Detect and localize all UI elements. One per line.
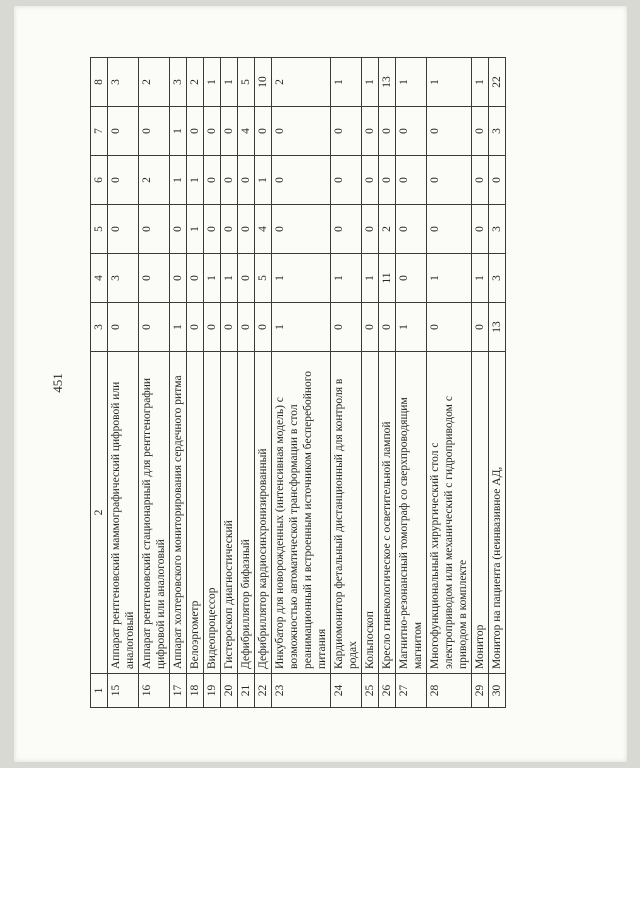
table-row — [396, 58, 427, 708]
row-number-cell: 22 — [255, 674, 272, 708]
count-cell: 10 — [255, 58, 272, 107]
equipment-name-cell: Кресло гинекологическое с осветительной лампой — [379, 352, 396, 674]
count-cell: 0 — [331, 205, 362, 254]
count-cell: 1 — [272, 254, 331, 303]
count-cell: 0 — [379, 107, 396, 156]
count-cell: 0 — [108, 205, 139, 254]
table-row — [170, 58, 187, 708]
count-cell: 0 — [396, 254, 427, 303]
table-row — [362, 58, 379, 708]
count-cell: 0 — [108, 303, 139, 352]
row-number-cell: 25 — [362, 674, 379, 708]
count-cell: 1 — [472, 58, 489, 107]
count-cell: 0 — [170, 254, 187, 303]
count-cell: 3 — [170, 58, 187, 107]
header-cell: 5 — [91, 205, 108, 254]
count-cell: 1 — [331, 254, 362, 303]
count-cell: 3 — [489, 254, 506, 303]
count-cell: 0 — [427, 303, 472, 352]
count-cell: 0 — [187, 254, 204, 303]
row-number-cell: 27 — [396, 674, 427, 708]
table-row — [379, 58, 396, 708]
count-cell: 0 — [272, 205, 331, 254]
table-row — [255, 58, 272, 708]
table-row — [204, 58, 221, 708]
count-cell: 1 — [170, 303, 187, 352]
count-cell: 4 — [238, 107, 255, 156]
count-cell: 0 — [472, 205, 489, 254]
blank-area — [0, 768, 640, 905]
count-cell: 3 — [489, 205, 506, 254]
count-cell: 22 — [489, 58, 506, 107]
count-cell: 0 — [379, 303, 396, 352]
equipment-name-cell: Монитор — [472, 352, 489, 674]
table-row — [427, 58, 472, 708]
equipment-name-cell: Аппарат рентгеновский маммографический цифровой или аналоговый — [108, 352, 139, 674]
count-cell: 0 — [139, 303, 170, 352]
equipment-name-cell: Велоэргометр — [187, 352, 204, 674]
count-cell: 0 — [204, 303, 221, 352]
equipment-name-cell: Гистероскоп диагностический — [221, 352, 238, 674]
count-cell: 1 — [170, 156, 187, 205]
row-number-cell: 18 — [187, 674, 204, 708]
table-row — [187, 58, 204, 708]
count-cell: 0 — [427, 107, 472, 156]
count-cell: 1 — [255, 156, 272, 205]
equipment-name-cell: Дефибриллятор кардиосинхронизированный — [255, 352, 272, 674]
table-row — [221, 58, 238, 708]
count-cell: 3 — [489, 107, 506, 156]
table-header-row — [91, 58, 108, 708]
count-cell: 0 — [187, 303, 204, 352]
header-cell: 1 — [91, 674, 108, 708]
count-cell: 1 — [221, 58, 238, 107]
count-cell: 0 — [362, 156, 379, 205]
count-cell: 0 — [221, 205, 238, 254]
count-cell: 0 — [331, 156, 362, 205]
count-cell: 0 — [379, 156, 396, 205]
row-number-cell: 15 — [108, 674, 139, 708]
row-number-cell: 30 — [489, 674, 506, 708]
count-cell: 0 — [187, 107, 204, 156]
count-cell: 0 — [331, 303, 362, 352]
count-cell: 2 — [139, 58, 170, 107]
header-cell: 6 — [91, 156, 108, 205]
count-cell: 0 — [396, 107, 427, 156]
table-row — [472, 58, 489, 708]
count-cell: 0 — [472, 303, 489, 352]
row-number-cell: 26 — [379, 674, 396, 708]
rotated-content — [50, 58, 548, 708]
equipment-name-cell: Аппарат рентгеновский стационарный для рентгенографии цифровой или аналоговый — [139, 352, 170, 674]
count-cell: 0 — [272, 107, 331, 156]
count-cell: 0 — [170, 205, 187, 254]
count-cell: 0 — [238, 254, 255, 303]
table-row — [139, 58, 170, 708]
count-cell: 5 — [255, 254, 272, 303]
count-cell: 0 — [221, 303, 238, 352]
count-cell: 0 — [362, 107, 379, 156]
count-cell: 0 — [139, 205, 170, 254]
count-cell: 0 — [221, 107, 238, 156]
row-number-cell: 28 — [427, 674, 472, 708]
equipment-name-cell: Кольпоскоп — [362, 352, 379, 674]
count-cell: 0 — [204, 205, 221, 254]
count-cell: 1 — [204, 58, 221, 107]
count-cell: 0 — [272, 156, 331, 205]
count-cell: 1 — [331, 58, 362, 107]
count-cell: 1 — [170, 107, 187, 156]
row-number-cell: 23 — [272, 674, 331, 708]
count-cell: 0 — [139, 107, 170, 156]
count-cell: 0 — [255, 107, 272, 156]
count-cell: 0 — [255, 303, 272, 352]
count-cell: 0 — [238, 205, 255, 254]
page-number: 451 — [50, 373, 65, 393]
header-cell: 7 — [91, 107, 108, 156]
count-cell: 0 — [139, 254, 170, 303]
count-cell: 1 — [472, 254, 489, 303]
count-cell: 0 — [204, 107, 221, 156]
count-cell: 0 — [472, 156, 489, 205]
count-cell: 1 — [362, 254, 379, 303]
count-cell: 3 — [108, 58, 139, 107]
count-cell: 5 — [238, 58, 255, 107]
count-cell: 0 — [489, 156, 506, 205]
header-cell: 4 — [91, 254, 108, 303]
count-cell: 0 — [427, 205, 472, 254]
count-cell: 11 — [379, 254, 396, 303]
equipment-name-cell: Дефибриллятор бифазный — [238, 352, 255, 674]
count-cell: 0 — [204, 156, 221, 205]
count-cell: 0 — [238, 156, 255, 205]
count-cell: 0 — [331, 107, 362, 156]
count-cell: 0 — [472, 107, 489, 156]
count-cell: 1 — [187, 156, 204, 205]
count-cell: 0 — [396, 205, 427, 254]
row-number-cell: 20 — [221, 674, 238, 708]
count-cell: 0 — [221, 156, 238, 205]
count-cell: 4 — [255, 205, 272, 254]
count-cell: 0 — [108, 156, 139, 205]
table-row — [489, 58, 506, 708]
count-cell: 1 — [362, 58, 379, 107]
count-cell: 0 — [238, 303, 255, 352]
equipment-name-cell: Инкубатор для новорожденных (интенсивная модель) с возможностью автоматической трансформации в стол реанимационный и встроенным источником бесперебойного питания — [272, 352, 331, 674]
header-cell: 2 — [91, 352, 108, 674]
count-cell: 1 — [396, 303, 427, 352]
table-row — [108, 58, 139, 708]
row-number-cell: 29 — [472, 674, 489, 708]
row-number-cell: 21 — [238, 674, 255, 708]
count-cell: 1 — [272, 303, 331, 352]
equipment-name-cell: Кардиомонитор фетальный дистанционный для контроля в родах — [331, 352, 362, 674]
count-cell: 1 — [204, 254, 221, 303]
count-cell: 2 — [187, 58, 204, 107]
count-cell: 0 — [362, 303, 379, 352]
count-cell: 2 — [272, 58, 331, 107]
count-cell: 2 — [139, 156, 170, 205]
count-cell: 13 — [379, 58, 396, 107]
row-number-cell: 17 — [170, 674, 187, 708]
count-cell: 0 — [108, 107, 139, 156]
count-cell: 0 — [396, 156, 427, 205]
header-cell: 3 — [91, 303, 108, 352]
count-cell: 1 — [187, 205, 204, 254]
count-cell: 2 — [379, 205, 396, 254]
count-cell: 0 — [427, 156, 472, 205]
header-cell: 8 — [91, 58, 108, 107]
row-number-cell: 19 — [204, 674, 221, 708]
count-cell: 3 — [108, 254, 139, 303]
count-cell: 1 — [427, 58, 472, 107]
equipment-name-cell: Многофункциональный хирургический стол с электроприводом или механический с гидроприводом с приводом в комплекте — [427, 352, 472, 674]
table-row — [331, 58, 362, 708]
count-cell: 1 — [427, 254, 472, 303]
row-number-cell: 16 — [139, 674, 170, 708]
count-cell: 1 — [396, 58, 427, 107]
equipment-name-cell: Монитор на пациента (неинвазивное АД, — [489, 352, 506, 674]
count-cell: 0 — [362, 205, 379, 254]
count-cell: 13 — [489, 303, 506, 352]
equipment-name-cell: Аппарат холтеровского мониторирования сердечного ритма — [170, 352, 187, 674]
equipment-name-cell: Магнитно-резонансный томограф со сверхпроводящим магнитом — [396, 352, 427, 674]
equipment-table — [90, 57, 506, 708]
equipment-name-cell: Видеопроцессор — [204, 352, 221, 674]
table-row — [238, 58, 255, 708]
count-cell: 1 — [221, 254, 238, 303]
table-row — [272, 58, 331, 708]
row-number-cell: 24 — [331, 674, 362, 708]
